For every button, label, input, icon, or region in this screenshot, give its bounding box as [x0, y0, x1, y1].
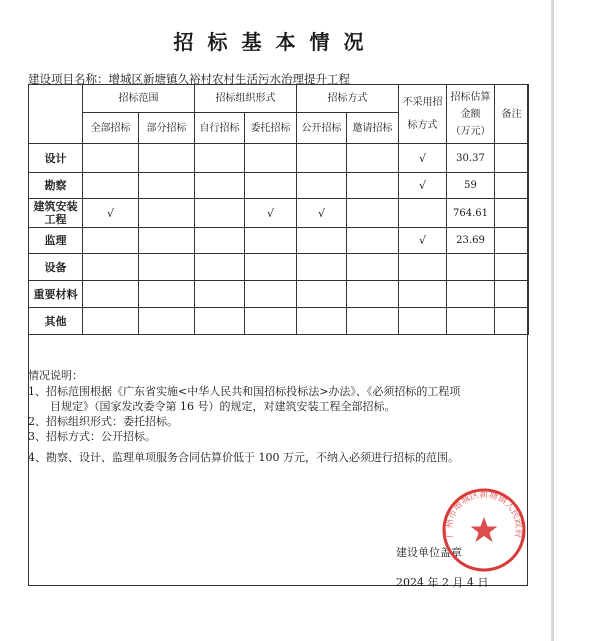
row-label	[29, 281, 83, 308]
amount-header	[447, 85, 495, 144]
amount-cell: 59	[447, 173, 495, 199]
table-cell	[139, 173, 195, 199]
row-label-line: 重要材料	[33, 287, 78, 301]
table-cell: √	[399, 144, 447, 173]
row-label-line: 设计	[44, 151, 67, 165]
no-tender-header-line: 不采用招	[402, 97, 443, 108]
table-cell	[139, 199, 195, 228]
table-cell	[297, 254, 347, 281]
table-cell	[195, 173, 245, 199]
table-cell	[245, 173, 297, 199]
sub-header: 委托招标	[245, 113, 297, 144]
table-cell	[83, 228, 139, 254]
table-cell	[245, 254, 297, 281]
sub-header: 部分招标	[139, 113, 195, 144]
page-title: 招标基本情况	[173, 30, 378, 54]
amount-cell: 23.69	[447, 228, 495, 254]
remark-cell	[495, 281, 529, 308]
note-line: 2、招标组织形式：委托招标。	[28, 415, 178, 428]
table-cell	[83, 254, 139, 281]
table-cell	[399, 254, 447, 281]
amount-header-line: 金额	[460, 108, 481, 120]
row-label	[29, 199, 83, 228]
seal-star	[471, 517, 498, 542]
row-label-line: 建筑安装	[33, 200, 78, 213]
table-row	[29, 173, 529, 199]
remark-cell	[495, 144, 529, 173]
remark-cell	[495, 173, 529, 199]
tender-table	[28, 84, 529, 335]
table-cell	[297, 228, 347, 254]
row-label-line: 设备	[44, 260, 67, 274]
amount-cell	[447, 308, 495, 335]
row-label-line: 勘察	[44, 179, 67, 192]
amount-cell: 764.61	[447, 199, 495, 228]
amount-cell	[447, 254, 495, 281]
scope-header: 招标范围	[83, 85, 195, 113]
row-label	[29, 254, 83, 281]
row-label	[29, 173, 83, 199]
table-row	[29, 144, 529, 173]
table-cell	[139, 254, 195, 281]
remark-cell	[495, 199, 529, 228]
table-cell	[347, 281, 399, 308]
table-cell	[347, 173, 399, 199]
table-cell	[195, 199, 245, 228]
table-cell	[347, 254, 399, 281]
table-cell	[297, 173, 347, 199]
table-cell	[195, 254, 245, 281]
row-label-line: 工程	[44, 213, 67, 226]
organization-header: 招标组织形式	[195, 85, 297, 113]
amount-header-line: 招标估算	[450, 91, 491, 103]
seal-text-arc: 广州市增城区新塘镇人民政府	[444, 490, 524, 539]
remark-cell	[495, 228, 529, 254]
note-line: 4、勘察、设计、监理单项服务合同估算价低于 100 万元，不纳入必须进行招标的范围。	[28, 451, 459, 464]
table-cell	[245, 144, 297, 173]
row-label	[29, 228, 83, 254]
table-cell	[347, 144, 399, 173]
table-cell	[399, 281, 447, 308]
table-cell	[139, 228, 195, 254]
table-cell	[83, 308, 139, 335]
table-cell	[83, 281, 139, 308]
table-cell	[399, 308, 447, 335]
official-seal	[441, 487, 527, 573]
table-cell	[245, 308, 297, 335]
sub-header: 邀请招标	[347, 113, 399, 144]
table-cell	[347, 228, 399, 254]
table-cell	[195, 308, 245, 335]
table-row	[29, 228, 529, 254]
table-cell	[347, 308, 399, 335]
table-row	[29, 281, 529, 308]
sub-header: 自行招标	[195, 113, 245, 144]
amount-cell: 30.37	[447, 144, 495, 173]
table-cell: √	[245, 199, 297, 228]
table-cell	[195, 228, 245, 254]
table-cell	[83, 173, 139, 199]
sign-date: 2024 年 2 月 4 日	[396, 576, 489, 589]
sub-header: 全部招标	[83, 113, 139, 144]
table-row	[29, 308, 529, 335]
table-cell	[195, 144, 245, 173]
table-body	[29, 144, 529, 335]
project-name-line: 建设项目名称：增城区新塘镇久裕村农村生活污水治理提升工程	[28, 72, 350, 86]
table-row	[29, 254, 529, 281]
method-header: 招标方式	[297, 85, 399, 113]
header-row-1	[29, 85, 529, 113]
table-cell	[399, 199, 447, 228]
page-edge	[551, 0, 554, 641]
signing-unit: 建设单位盖章	[396, 546, 462, 559]
no-tender-header	[399, 85, 447, 144]
note-line: 目规定》（国家发改委令第 16 号）的规定，对建筑安装工程全部招标。	[50, 400, 396, 413]
table-cell	[245, 281, 297, 308]
table-cell	[297, 308, 347, 335]
row-label-line: 其他	[44, 314, 67, 328]
remark-cell	[495, 308, 529, 335]
table-cell	[297, 281, 347, 308]
row-label	[29, 308, 83, 335]
amount-cell	[447, 281, 495, 308]
table-cell	[139, 308, 195, 335]
row-label-line: 监理	[44, 234, 67, 247]
table-cell: √	[399, 228, 447, 254]
sub-header: 公开招标	[297, 113, 347, 144]
remark-header: 备注	[495, 85, 529, 144]
table-cell	[83, 144, 139, 173]
table-cell	[139, 144, 195, 173]
note-line: 3、招标方式：公开招标。	[28, 430, 156, 443]
table-cell	[245, 228, 297, 254]
notes-heading: 情况说明：	[28, 369, 83, 382]
remark-cell	[495, 254, 529, 281]
table-cell	[297, 144, 347, 173]
table-row	[29, 199, 529, 228]
table-cell	[347, 199, 399, 228]
table-cell: √	[83, 199, 139, 228]
no-tender-header-line: 标方式	[407, 120, 438, 131]
table-cell: √	[297, 199, 347, 228]
table-cell	[139, 281, 195, 308]
note-line: 1、招标范围根据《广东省实施<中华人民共和国招标投标法>办法》、《必须招标的工程项	[28, 385, 461, 398]
amount-header-line: （万元）	[450, 125, 491, 137]
table-cell	[195, 281, 245, 308]
row-label	[29, 144, 83, 173]
corner-cell	[29, 85, 83, 144]
table-cell: √	[399, 173, 447, 199]
